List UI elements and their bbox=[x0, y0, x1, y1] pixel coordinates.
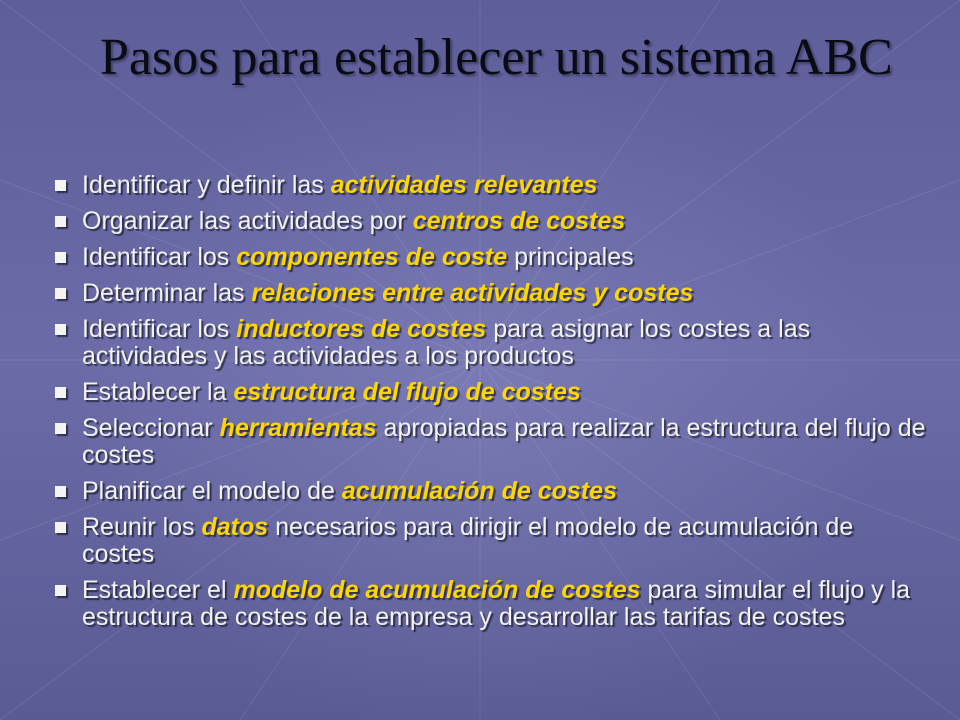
bullet-text: Establecer el bbox=[82, 576, 234, 604]
highlighted-term: datos bbox=[201, 513, 269, 541]
highlighted-term: centros de costes bbox=[412, 207, 626, 235]
highlighted-term: inductores de costes bbox=[236, 315, 487, 343]
bullet-text: Identificar y definir las bbox=[82, 171, 331, 199]
bullet-text: Establecer la bbox=[82, 378, 234, 406]
square-bullet-icon bbox=[55, 522, 66, 533]
square-bullet-icon bbox=[55, 288, 66, 299]
square-bullet-icon bbox=[55, 252, 66, 263]
bullet-text: para asignar los costes a las actividades y las actividades a los productos bbox=[82, 315, 811, 370]
bullet-text: para simular el flujo y la estructura de costes de la empresa y desarrollar las tarifas de costes bbox=[82, 576, 911, 631]
square-bullet-icon bbox=[55, 423, 66, 434]
bullet-item bbox=[50, 280, 930, 307]
highlighted-term: actividades relevantes bbox=[330, 171, 598, 199]
bullet-text: Identificar los bbox=[82, 315, 237, 343]
bullet-text: Organizar las actividades por bbox=[82, 207, 413, 235]
square-bullet-icon bbox=[55, 180, 66, 191]
bullet-text: Determinar las bbox=[82, 279, 252, 307]
bullet-item bbox=[50, 172, 930, 199]
highlighted-term: componentes de coste bbox=[236, 243, 508, 271]
highlighted-term: herramientas bbox=[219, 414, 377, 442]
bullet-text: Planificar el modelo de bbox=[82, 477, 342, 505]
bullet-text: apropiadas para realizar la estructura del flujo de costes bbox=[82, 414, 926, 469]
bullet-text: Seleccionar bbox=[82, 414, 220, 442]
highlighted-term: acumulación de costes bbox=[341, 477, 617, 505]
bullet-item bbox=[50, 379, 930, 406]
highlighted-term: relaciones entre actividades y costes bbox=[251, 279, 694, 307]
bullet-item bbox=[50, 478, 930, 505]
bullet-item bbox=[50, 514, 930, 568]
bullet-text: necesarios para dirigir el modelo de acumulación de costes bbox=[82, 513, 854, 568]
bullet-text: Identificar los bbox=[82, 243, 237, 271]
square-bullet-icon bbox=[55, 387, 66, 398]
bullet-item bbox=[50, 577, 930, 631]
highlighted-term: estructura del flujo de costes bbox=[233, 378, 581, 406]
square-bullet-icon bbox=[55, 486, 66, 497]
bullet-item bbox=[50, 244, 930, 271]
square-bullet-icon bbox=[55, 324, 66, 335]
bullet-item bbox=[50, 316, 930, 370]
bullet-item bbox=[50, 415, 930, 469]
bullet-item bbox=[50, 208, 930, 235]
slide-title: Pasos para establecer un sistema ABC bbox=[100, 29, 893, 86]
bullet-text: Reunir los bbox=[82, 513, 202, 541]
bullet-text: principales bbox=[507, 243, 634, 271]
bullet-list bbox=[50, 172, 930, 640]
square-bullet-icon bbox=[55, 585, 66, 596]
square-bullet-icon bbox=[55, 216, 66, 227]
highlighted-term: modelo de acumulación de costes bbox=[233, 576, 641, 604]
